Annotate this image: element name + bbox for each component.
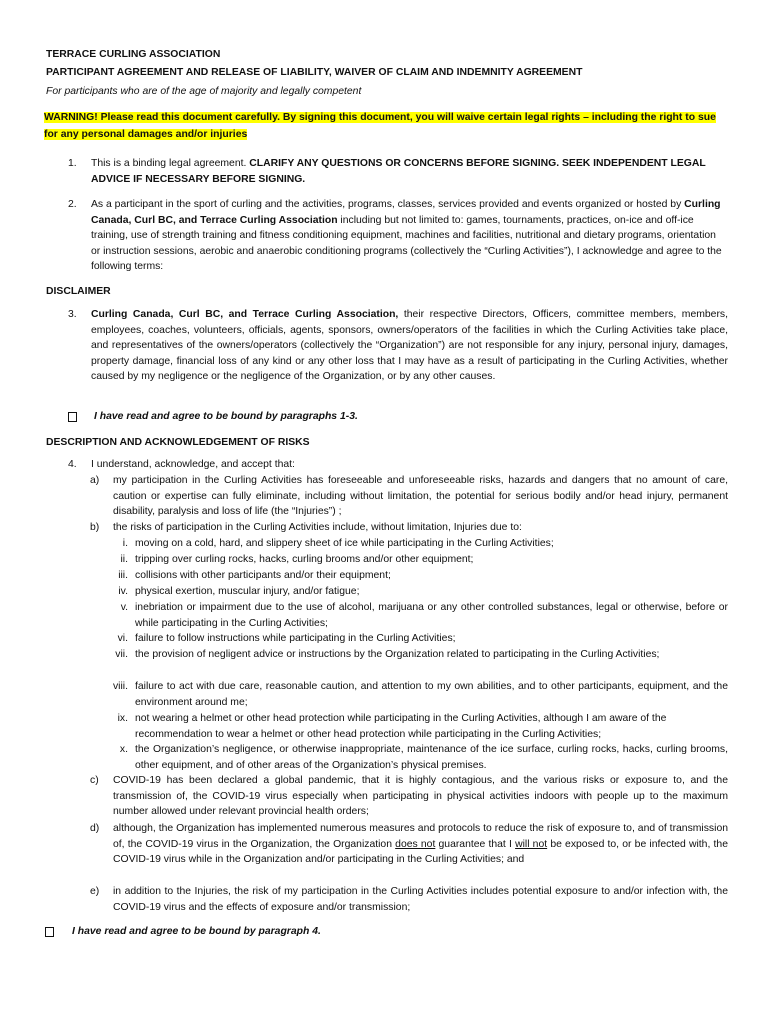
paragraph-text: Curling Canada, Curl BC, and Terrace Curling Association, their respective Directors, Officers, committee members, members, employees, coaches, volunteers, officials, agents, sponsors, owners/operators of the facilities in which the Curling Activities take place, and representatives of the owners/operators (collectively the “Organization”) are not responsible for any injury, personal injury, damages, property damage, financial loss of any kind or any other loss that I may have as a result of participating in the Curling Activities, whether caused by my negligence or the negligence of the Organization, or by any other causes.: [91, 309, 728, 383]
waiver-page: TERRACE CURLING ASSOCIATION PARTICIPANT AGREEMENT AND RELEASE OF LIABILITY, WAIVER OF CLAIM AND INDEMNITY AGREEMENT For participants who are of the age of majority and legally competent WARNING! Please read this document carefully. By signing this document, you will waive certain legal rights – including the right to sue for any personal damages and/or injuries 1. This is a binding legal agreement. CLARIFY ANY QUESTIONS OR CONCERNS BEFORE SIGNING. SEEK INDEPENDENT LEGAL ADVICE IF NECESSARY BEFORE SIGNING. 2. As a participant in the sport of curling and the activities, programs, classes, services provided and events organized or hosted by Curling Canada, Curl BC, and Terrace Curling Association including but not limited to: games, tournaments, practices, on-ice and off-ice training, use of strength training and fitness conditioning equipment, machines and facilities, nutritional and dietary programs, orientation or instruction sessions, aerobic and anaerobic conditioning programs (collectively the “Curling Activities”), I acknowledge and agree to the following terms: DISCLAIMER 3. Curling Canada, Curl BC, and Terrace Curling Association, their respective Directors, Officers, committee members, members, employees, coaches, volunteers, officials, agents, sponsors, owners/operators of the facilities in which the Curling Activities take place, and representatives of the owners/operators (collectively the “Organization”) are not responsible for any injury, personal injury, damages, property damage, financial loss of any kind or any other loss that I may have as a result of participating in the Curling Activities, whether caused by my negligence or the negligence of the Organization, or by any other causes. I have read and agree to be bound by paragraphs 1-3. DESCRIPTION AND ACKNOWLEDGEMENT OF RISKS 4. I understand, acknowledge, and accept that: a) my participation in the Curling Activities has foreseeable and unforeseeable risks, hazards and dangers that no amount of care, caution or expertise can fully eliminate, including without limitation, the potential for serious bodily and/or head injury, permanent disability, paralysis and loss of life (the “Injuries”) ; b) the risks of participation in the Curling Activities include, without limitation, Injuries due to: i. moving on a cold, hard, and slippery sheet of ice while participating in the Curling Activities; ii. tripping over curling rocks, hacks, curling brooms and/or other equipment; iii. collisions with other participants and/or their equipment; iv. physical exertion, muscular injury, and/or fatigue; v. inebriation or impairment due to the use of alcohol, marijuana or any other controlled substances, legal or otherwise, before or while participating in the Curling Activities; vi. failure to follow instructions while participating in the Curling Activities; vii. the provision of negligent advice or instructions by the Organization related to participating in the Curling Activities; viii. failure to act with due care, reasonable caution, and attention to my own abilities, and to other participants, equipment, and the environment around me; ix. not wearing a helmet or other head protection while participating in the Curling Activities, although I am aware of the recommendation to wear a helmet or other head protection while participating in the Curling Activities; x. the Organization’s negligence, or otherwise inappropriate, maintenance of the ice surface, curling rocks, hacks, curling brooms, other equipment, and of other areas of the Organization’s physical premises. c) COVID-19 has been declared a global pandemic, that it is highly contagious, and the various risks or exposure to, and the transmission of, the COVID-19 virus especially when participating in physical activities indoors with people up to the maximum number allowed under relevant provincial health orders; d) although, the Organization has implemented numerous measures and protocols to reduce the risk of exposure to, and of transmission of, the COVID-19 virus in the Organization, the Organization does not guarantee that I will not be exposed to, or be infected with, the COVID-19 virus while in the Organization and/or participating in the Curling Activities; and e) in addition to the Injuries, the risk of my participation in the Curling Activities includes potential exposure to and/or infection with, the COVID-19 virus and the effects of exposure and/or transmission; I have read and agree to be bound by paragraph 4.: [0, 0, 770, 1024]
paragraph-text: I understand, acknowledge, and accept that:: [91, 459, 295, 470]
organization-name: TERRACE CURLING ASSOCIATION: [46, 49, 221, 60]
document-subtitle: For participants who are of the age of majority and legally competent: [46, 86, 362, 97]
agree-paragraph-4-checkbox[interactable]: [45, 927, 54, 937]
paragraph-number: 3.: [68, 309, 77, 320]
agree-paragraphs-1-3-checkbox[interactable]: [68, 412, 77, 422]
agree-paragraphs-1-3-label: I have read and agree to be bound by paragraphs 1-3.: [94, 411, 358, 422]
agree-paragraph-4-label: I have read and agree to be bound by paragraph 4.: [72, 926, 321, 937]
warning-notice: [44, 109, 726, 143]
disclaimer-heading: DISCLAIMER: [46, 286, 111, 297]
warning-text: WARNING! Please read this document carefully. By signing this document, you will waive certain legal rights – including the right to sue for any personal damages and/or injuries: [44, 112, 716, 140]
document-title: PARTICIPANT AGREEMENT AND RELEASE OF LIABILITY, WAIVER OF CLAIM AND INDEMNITY AGREEMENT: [46, 67, 583, 78]
paragraph-text: This is a binding legal agreement. CLARIFY ANY QUESTIONS OR CONCERNS BEFORE SIGNING. SEEK INDEPENDENT LEGAL ADVICE IF NECESSARY BEFORE SIGNING.: [91, 158, 706, 185]
risks-heading: DESCRIPTION AND ACKNOWLEDGEMENT OF RISKS: [46, 437, 310, 448]
paragraph-number: 1.: [68, 158, 77, 169]
paragraph-number: 2.: [68, 199, 77, 210]
paragraph-number: 4.: [68, 459, 77, 470]
paragraph-text: As a participant in the sport of curling and the activities, programs, classes, services provided and events organized or hosted by Curling Canada, Curl BC, and Terrace Curling Association including but not limited to: games, tournaments, practices, on-ice and off-ice training, use of strength training and fitness conditioning equipment, machines and facilities, nutritional and dietary programs, orientation or instruction sessions, aerobic and anaerobic conditioning programs (collectively the “Curling Activities”), I acknowledge and agree to the following terms:: [91, 199, 722, 273]
